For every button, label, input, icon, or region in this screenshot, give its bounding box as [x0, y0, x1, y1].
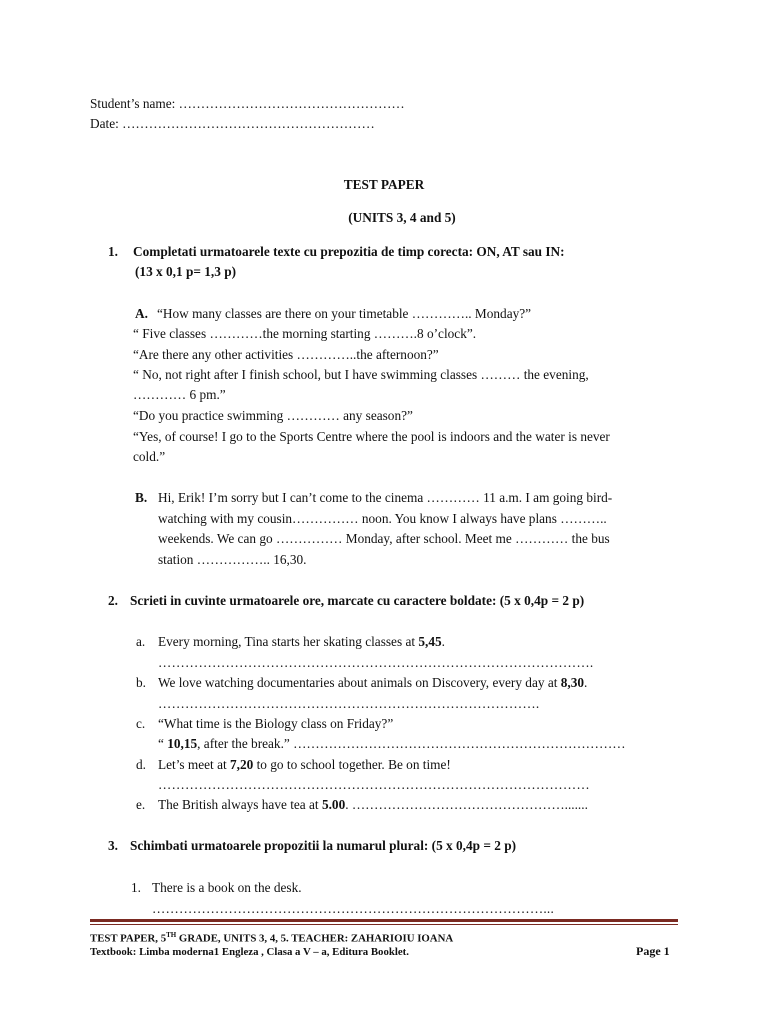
item-marker: d. [136, 757, 146, 772]
answer-line: ……………………………………………………………………………………. [158, 655, 594, 670]
exercise-2-title: Scrieti in cuvinte urmatoarele ore, marcate cu caractere boldate: (5 x 0,4p = 2 p) [130, 593, 585, 608]
exercise-2-number: 2. [108, 593, 118, 608]
item-question: Every morning, Tina starts her skating classes at 5,45. [158, 634, 445, 649]
date-field: Date: ………………………………………………… [90, 116, 375, 131]
exercise-3-title: Schimbati urmatoarele propozitii la numarul plural: (5 x 0,4p = 2 p) [130, 838, 517, 853]
item-question: Let’s meet at 7,20 to go to school together. Be on time! [158, 757, 451, 772]
item-question: “What time is the Biology class on Friday?” [158, 716, 394, 731]
text-a-line: “Are there any other activities …………..the afternoon?” [133, 347, 439, 362]
text-a-line: “Yes, of course! I go to the Sports Centre where the pool is indoors and the water is never [133, 429, 610, 444]
item-marker: b. [136, 675, 146, 690]
text-a-line: ………… 6 pm.” [133, 387, 226, 402]
item-question: The British always have tea at 5.00. …………………………………………....... [158, 797, 588, 812]
item-answer-line: “ 10,15, after the break.” ………………………………………………………………… [158, 736, 626, 751]
item-marker: c. [136, 716, 146, 731]
text-b-line: Hi, Erik! I’m sorry but I can’t come to the cinema ………… 11 a.m. I am going bird- [158, 490, 613, 505]
text-a-line: cold.” [133, 449, 166, 464]
text-a-line: “How many classes are there on your timetable ………….. Monday?” [157, 306, 532, 321]
exercise-1-title: Completati urmatoarele texte cu prepozitia de timp corecta: ON, AT sau IN: [133, 244, 565, 259]
item-marker: e. [136, 797, 146, 812]
footer-textbook-line: Textbook: Limba moderna1 Engleza , Clasa a V – a, Editura Booklet. [90, 946, 409, 958]
answer-line: ……………………………………………………………………………... [152, 901, 554, 916]
text-a-line: “Do you practice swimming ………… any season?” [133, 408, 413, 423]
text-b-line: watching with my cousin…………… noon. You know I always have plans ……….. [158, 511, 607, 526]
exercise-1-number: 1. [108, 244, 118, 259]
footer-rule-thin [90, 924, 678, 925]
footer-course-line: TEST PAPER, 5TH GRADE, UNITS 3, 4, 5. TEACHER: ZAHARIOIU IOANA [90, 931, 454, 945]
item-question: We love watching documentaries about animals on Discovery, every day at 8,30. [158, 675, 588, 690]
footer-rule-thick [90, 919, 678, 922]
page-subtitle: (UNITS 3, 4 and 5) [348, 210, 456, 225]
answer-line: …………………………………………………………………………. [158, 696, 540, 711]
text-a-line: “ No, not right after I finish school, but I have swimming classes ……… the evening, [133, 367, 589, 382]
text-b-line: station …………….. 16,30. [158, 552, 307, 567]
text-a-line: “ Five classes …………the morning starting ……….8 o’clock”. [133, 326, 477, 341]
page-title: TEST PAPER [343, 177, 425, 192]
text-a-marker: A. [135, 306, 148, 321]
student-name-field: Student’s name: …………………………………………… [90, 96, 405, 111]
exercise-1-points: (13 x 0,1 p= 1,3 p) [135, 264, 237, 279]
page-number: Page 1 [636, 944, 670, 958]
item-marker: a. [136, 634, 146, 649]
exercise-3-number: 3. [108, 838, 118, 853]
item-question: There is a book on the desk. [152, 880, 302, 895]
text-b-marker: B. [135, 490, 148, 505]
text-b-line: weekends. We can go …………… Monday, after school. Meet me ………… the bus [158, 531, 610, 546]
item-marker: 1. [131, 880, 141, 895]
answer-line: …………………………………………………………………………………… [158, 777, 590, 792]
